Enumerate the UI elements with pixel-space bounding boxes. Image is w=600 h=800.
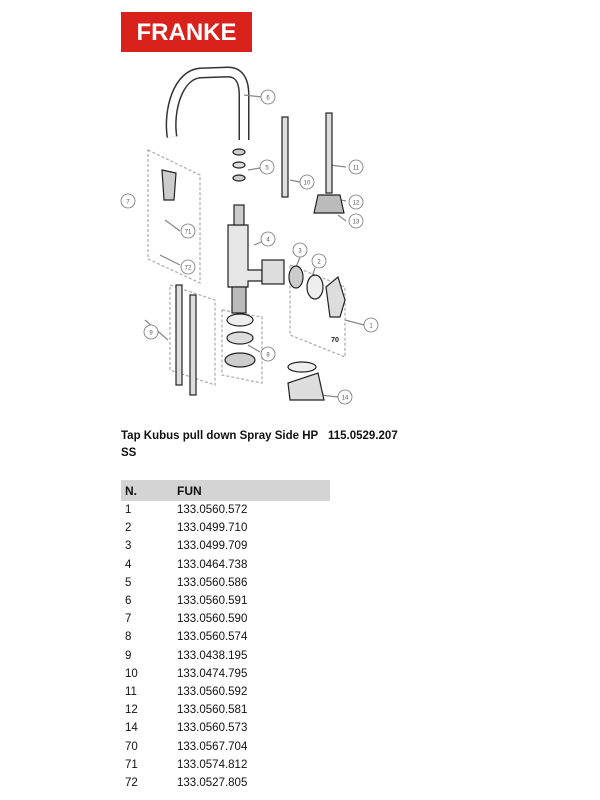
table-row [121,665,330,683]
part-code: 133.0560.590 [177,613,248,626]
table-row [121,610,330,628]
part-code: 133.0560.573 [177,722,248,735]
part-code: 133.0560.574 [177,631,248,644]
table-row [121,774,330,792]
callout-6: 6 [266,95,270,102]
table-row [121,574,330,592]
part-number: 10 [125,667,138,680]
callout-13: 13 [352,219,360,226]
callout-70: 70 [331,337,339,344]
part-code: 133.0560.592 [177,685,248,698]
callout-11: 11 [352,165,360,172]
part-code: 133.0560.591 [177,595,248,608]
logo-text: FRANKE [136,19,237,46]
part-number: 8 [125,631,132,644]
table-row [121,556,330,574]
callout-72: 72 [184,265,192,272]
header-fun: FUN [177,483,202,498]
part-code: 133.0560.581 [177,704,248,717]
table-row [121,756,330,774]
product-code: 115.0529.207 [328,430,398,442]
product-title-block [121,428,421,462]
part-code: 133.0527.805 [177,776,248,789]
part-code: 133.0464.738 [177,558,248,571]
part-number: 71 [125,758,138,771]
table-row [121,701,330,719]
callout-14: 14 [341,395,349,402]
table-body [121,501,330,792]
part-code: 133.0499.710 [177,522,248,535]
callout-9: 9 [149,330,153,337]
part-code: 133.0560.572 [177,504,248,517]
callout-4: 4 [266,237,270,244]
part-code: 133.0474.795 [177,667,248,680]
franke-logo [121,12,252,52]
callout-8: 8 [266,352,270,359]
callout-12: 12 [352,200,360,207]
parts-table [121,480,330,792]
table-row [121,592,330,610]
callout-3: 3 [298,248,302,255]
part-code: 133.0499.709 [177,540,248,553]
callout-7: 7 [126,199,130,206]
table-row [121,647,330,665]
part-number: 9 [125,649,132,662]
table-row [121,501,330,519]
part-number: 6 [125,595,132,608]
part-code: 133.0438.195 [177,649,248,662]
part-number: 3 [125,540,132,553]
callout-71: 71 [184,229,192,236]
part-number: 14 [125,722,138,735]
callout-10: 10 [303,180,311,187]
table-row [121,719,330,737]
part-number: 11 [125,685,137,698]
header-number: N. [125,483,137,498]
part-number: 7 [125,613,132,626]
part-number: 72 [125,776,138,789]
part-code: 133.0567.704 [177,740,248,753]
part-number: 12 [125,704,138,717]
table-row [121,737,330,755]
part-number: 1 [125,504,132,517]
product-title: Tap Kubus pull down Spray Side HP SS [121,430,319,459]
callout-1: 1 [369,323,373,330]
part-number: 70 [125,740,138,753]
exploded-parts-diagram [0,55,600,425]
table-row [121,628,330,646]
table-row [121,519,330,537]
part-number: 5 [125,576,132,589]
callout-5: 5 [265,165,269,172]
part-number: 2 [125,522,132,535]
part-code: 133.0574.812 [177,758,248,771]
callout-2: 2 [317,259,321,266]
table-row [121,537,330,555]
table-header [121,480,330,501]
part-code: 133.0560.586 [177,576,248,589]
table-row [121,683,330,701]
part-number: 4 [125,558,132,571]
